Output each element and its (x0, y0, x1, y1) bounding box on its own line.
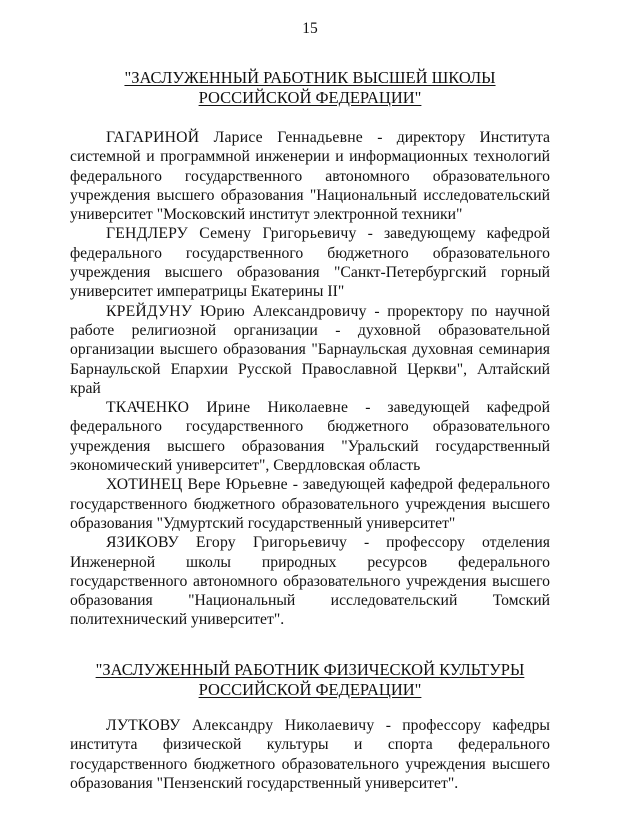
award-entry (70, 716, 550, 793)
recipient-name: ЛУТКОВУ Александру Николаевичу (106, 717, 375, 734)
award-entry (70, 398, 550, 475)
award-entry (70, 302, 550, 398)
award-entry (70, 128, 550, 224)
recipient-description: - профессору отделения Инженерной школы природных ресурсов федерального государственного автономного образовательного учреждения высшего образования "Национальный исследовательский Томский политехнический университет". (70, 534, 550, 629)
section-title-higher-school (70, 68, 550, 108)
recipient-name: ГАГАРИНОЙ Ларисе Геннадьевне (106, 129, 363, 146)
recipient-name: ХОТИНЕЦ Вере Юрьевне (106, 476, 288, 494)
award-list-higher-school (70, 128, 550, 630)
recipient-description: - заведующей кафедрой федерального государственного бюджетного образовательного учреждения высшего образования "Уральский государственный экономический университет", Свердловская область (70, 399, 550, 475)
award-entry (70, 533, 550, 629)
recipient-description: - заведующему кафедрой федерального государственного бюджетного образовательного учреждения высшего образования "Санкт-Петербургский горный университет императрицы Екатерины II" (70, 225, 550, 301)
page-number: 15 (302, 20, 318, 37)
recipient-description: - директору Института системной и программной инженерии и информационных технологий федерального государственного автономного образовательного учреждения высшего образования "Национальный исследовательский университет "Московский институт электронной техники" (70, 129, 550, 224)
award-entry (70, 224, 550, 301)
section-title-line: РОССИЙСКОЙ ФЕДЕРАЦИИ" (198, 88, 422, 107)
section-title-line: "ЗАСЛУЖЕННЫЙ РАБОТНИК ВЫСШЕЙ ШКОЛЫ (124, 68, 496, 87)
award-list-physical-culture (70, 716, 550, 793)
recipient-description: - профессору кафедры института физической культуры и спорта федерального государственного бюджетного образовательного учреждения высшего образования "Пензенский государственный университет". (70, 717, 550, 792)
section-title-line: "ЗАСЛУЖЕННЫЙ РАБОТНИК ФИЗИЧЕСКОЙ КУЛЬТУРЫ (95, 660, 525, 679)
section-title-physical-culture (70, 660, 550, 700)
recipient-description: - проректору по научной работе религиозной организации - духовной образовательной организации высшего образования "Барнаульская духовная семинария Барнаульской Епархии Русской Православной Церкви", Алтайский край (70, 302, 550, 397)
recipient-name: КРЕЙДУНУ Юрию Александровичу (106, 302, 367, 320)
section-title-line: РОССИЙСКОЙ ФЕДЕРАЦИИ" (198, 680, 422, 699)
recipient-description: - заведующей кафедрой федерального государственного бюджетного образовательного учреждения высшего образования "Удмуртский государственный университет" (70, 476, 550, 532)
award-entry (70, 475, 550, 533)
recipient-name: ТКАЧЕНКО Ирине Николаевне (106, 399, 349, 417)
recipient-name: ЯЗИКОВУ Егору Григорьевичу (106, 534, 348, 552)
recipient-name: ГЕНДЛЕРУ Семену Григорьевичу (106, 225, 357, 243)
